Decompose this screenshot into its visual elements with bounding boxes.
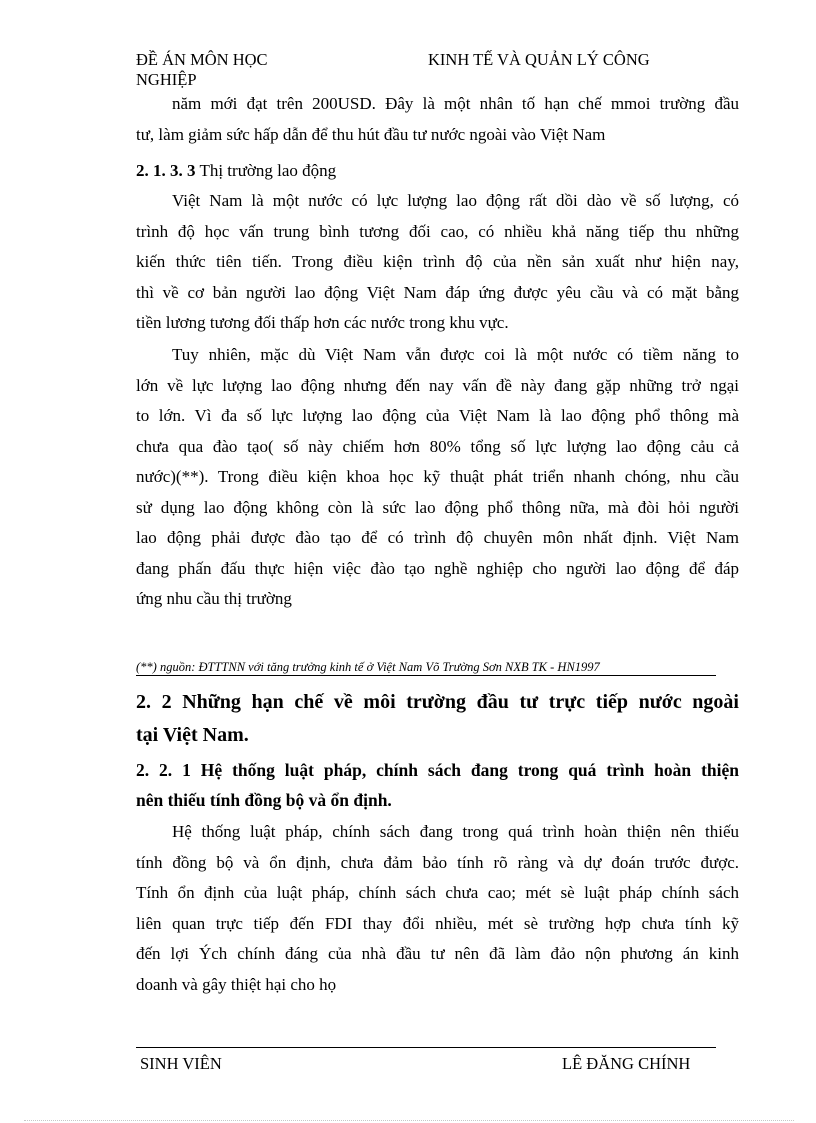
- paragraph-line: tính đồng bộ và ổn định, chưa đảm bảo tính rõ ràng và dự đoán trước được.: [136, 852, 739, 872]
- section-heading-2-1-3-3: [136, 156, 336, 186]
- header-subject-title: KINH TẾ VÀ QUẢN LÝ CÔNG: [428, 50, 650, 69]
- paragraph-line: Việt Nam là một nước có lực lượng lao động rất dồi dào về số lượng, có: [172, 191, 739, 210]
- footnote-source: (**) nguồn: ĐTTTNN với tăng trưởng kinh tế ở Việt Nam Võ Trường Sơn NXB TK - HN1997: [136, 659, 716, 676]
- paragraph-line: kiến thức tiên tiến. Trong điều kiện trình độ của nền sản xuất như hiện nay,: [136, 252, 739, 271]
- footer-student-name: LÊ ĐĂNG CHÍNH: [562, 1054, 691, 1073]
- heading-line: nên thiếu tính đồng bộ và ổn định.: [136, 790, 392, 810]
- section-heading-2-2: [136, 686, 739, 752]
- footer-student-label: SINH VIÊN: [140, 1054, 222, 1073]
- paragraph-line: tiền lương tương đối thấp hơn các nước trong khu vực.: [136, 313, 509, 332]
- paragraph-line: Hệ thống luật pháp, chính sách đang trong quá trình hoàn thiện nên thiếu: [172, 822, 739, 841]
- section-title: Thị trường lao động: [199, 161, 337, 180]
- paragraph-legal-system: [136, 817, 739, 1000]
- heading-line: 2. 2. 1 Hệ thống luật pháp, chính sách đang trong quá trình hoàn thiện: [136, 760, 739, 780]
- paragraph-line: chưa qua đào tạo( số này chiếm hơn 80% tổng số lực lượng lao động cảu cả: [136, 436, 739, 456]
- paragraph-line: to lớn. Vì đa số lực lượng lao động của Việt Nam là lao động phổ thông mà: [136, 406, 739, 425]
- paragraph-line: ứng nhu cầu thị trường: [136, 589, 292, 608]
- paragraph-line: Tuy nhiên, mặc dù Việt Nam vẫn được coi là một nước có tiềm năng to: [172, 345, 739, 364]
- paragraph-line: liên quan trực tiếp đến FDI thay đổi nhiều, mét sè trường hợp chưa tính kỹ: [136, 913, 739, 933]
- paragraph-line: thì về cơ bản người lao động Việt Nam đáp ứng được yêu cầu và có mặt bằng: [136, 282, 739, 302]
- heading-line: tại Việt Nam.: [136, 724, 249, 746]
- header-subject-title-wrap: NGHIỆP: [136, 70, 197, 89]
- paragraph-income-limitation: [136, 89, 739, 150]
- paragraph-labor-supply: [136, 186, 739, 339]
- page-boundary: [24, 1120, 794, 1121]
- section-heading-2-2-1: [136, 755, 739, 815]
- paragraph-line: nước)(**). Trong điều kiện khoa học kỹ thuật phát triển nhanh chóng, nhu cầu: [136, 467, 739, 486]
- paragraph-line: Tính ổn định của luật pháp, chính sách chưa cao; mét sè luật pháp chính sách: [136, 883, 739, 902]
- page-header: [136, 50, 736, 94]
- paragraph-line: sử dụng lao động không còn là sức lao động phổ thông nữa, mà đòi hỏi người: [136, 497, 739, 517]
- paragraph-line: tư, làm giảm sức hấp dẫn để thu hút đầu tư nước ngoài vào Việt Nam: [136, 124, 606, 144]
- paragraph-line: đến lợi Ých chính đáng của nhà đầu tư nên đã làm đảo nộn phương án kinh: [136, 944, 739, 963]
- section-number: 2. 1. 3. 3: [136, 161, 196, 180]
- paragraph-line: trình độ học vấn trung bình tương đối cao, có nhiều khả năng tiếp thu những: [136, 221, 739, 241]
- heading-line: 2. 2 Những hạn chế về môi trường đầu tư trực tiếp nước ngoài: [136, 691, 739, 713]
- paragraph-line: đang phấn đấu thực hiện việc đào tạo nghề nghiệp cho người lao động để đáp: [136, 558, 739, 578]
- paragraph-labor-obstacles: [136, 340, 739, 615]
- footer-divider: [136, 1047, 716, 1048]
- paragraph-line: lớn về lực lượng lao động nhưng đến nay vấn đề này đang gặp những trở ngại: [136, 375, 739, 395]
- paragraph-line: doanh và gây thiệt hại cho họ: [136, 974, 337, 994]
- header-course-title: ĐỀ ÁN MÔN HỌC: [136, 50, 268, 69]
- paragraph-line: năm mới đạt trên 200USD. Đây là một nhân tố hạn chế mmoi trường đầu: [172, 94, 739, 113]
- paragraph-line: lao động phải được đào tạo để có trình độ chuyên môn nhất định. Việt Nam: [136, 528, 739, 547]
